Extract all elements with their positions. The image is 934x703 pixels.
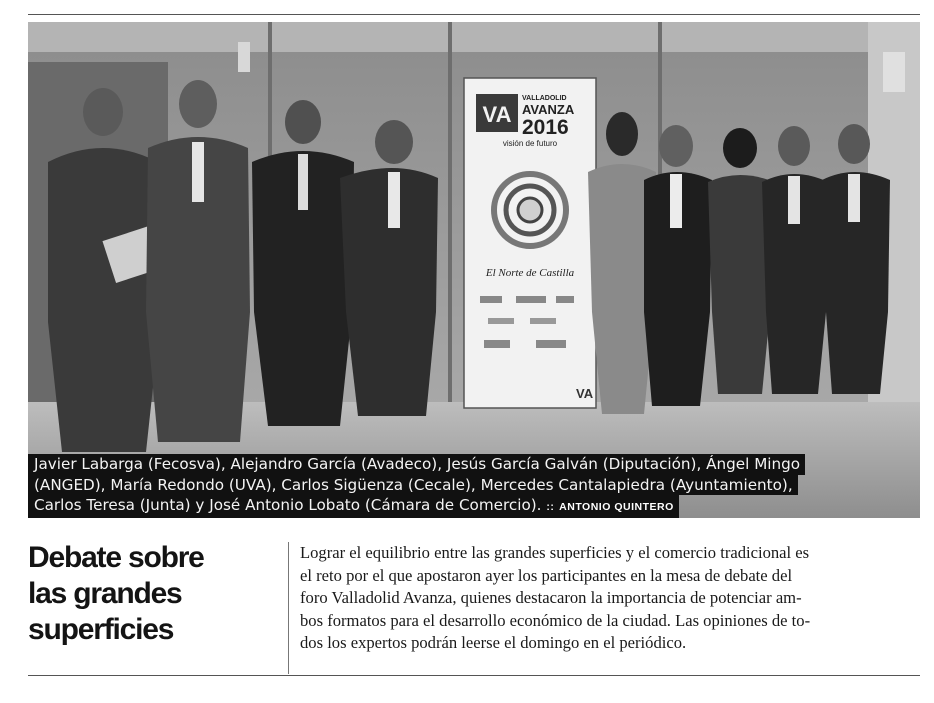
banner-year: 2016 (522, 116, 569, 139)
banner-line2: AVANZA (522, 102, 575, 117)
ceiling (28, 22, 920, 52)
article-headline (28, 540, 278, 648)
banner-corner-mark: VA (576, 386, 594, 401)
body-line-1: Lograr el equilibrio entre las grandes superficies y el comercio tradicional es (300, 543, 810, 562)
body-line-3: foro Valladolid Avanza, quienes destacaron la importancia de potenciar am- (300, 588, 802, 608)
headline-line-3: superficies (28, 613, 174, 646)
banner-swirl-graphic (494, 174, 566, 246)
banner-sponsor-logo (536, 340, 566, 348)
headline-line-2: las grandes (28, 577, 182, 610)
caption-line-3-text: Carlos Teresa (Junta) y José Antonio Lobato (Cámara de Comercio). (34, 496, 542, 514)
banner-sponsor-logo (480, 296, 502, 303)
banner-sponsor-logo (516, 296, 546, 303)
banner-sponsor-logo (488, 318, 514, 324)
article-body (300, 542, 924, 655)
banner-sponsor-logo (484, 340, 510, 348)
caption-line-1: Javier Labarga (Fecosva), Alejandro García (Avadeco), Jesús García Galván (Diputación), Ángel Mingo (28, 454, 805, 475)
banner-tagline: visión de futuro (502, 139, 558, 148)
photo-illustration (28, 22, 920, 518)
banner-sponsor-logo (556, 296, 574, 303)
banner-logo-letters: VA (482, 102, 512, 127)
photo-credit: ANTONIO QUINTERO (559, 501, 674, 513)
photo-credit-marker: :: (546, 501, 555, 513)
wall-panel-line (448, 22, 452, 422)
wall-fixture (883, 52, 905, 92)
caption-line-2: (ANGED), María Redondo (UVA), Carlos Sigüenza (Cecale), Mercedes Cantalapiedra (Ayuntamiento), (28, 475, 798, 496)
event-banner (464, 78, 596, 408)
news-photo (28, 22, 920, 518)
caption-line-3 (28, 495, 679, 518)
top-rule (28, 14, 920, 15)
bottom-rule (28, 675, 920, 676)
body-line-5: dos los expertos podrán leerse el domingo en el periódico. (300, 633, 687, 653)
banner-line1: VALLADOLID (522, 95, 567, 102)
banner-sponsor-logo (530, 318, 556, 324)
photo-caption (28, 454, 920, 518)
banner-sponsor: El Norte de Castilla (485, 267, 575, 279)
column-divider (288, 542, 289, 674)
headline-line-1: Debate sobre (28, 541, 204, 574)
body-line-2: el reto por el que apostaron ayer los participantes en la mesa de debate del (300, 565, 793, 585)
wall-fixture (238, 42, 250, 72)
body-line-4: bos formatos para el desarrollo económico de la ciudad. Las opiniones de to- (300, 610, 811, 630)
